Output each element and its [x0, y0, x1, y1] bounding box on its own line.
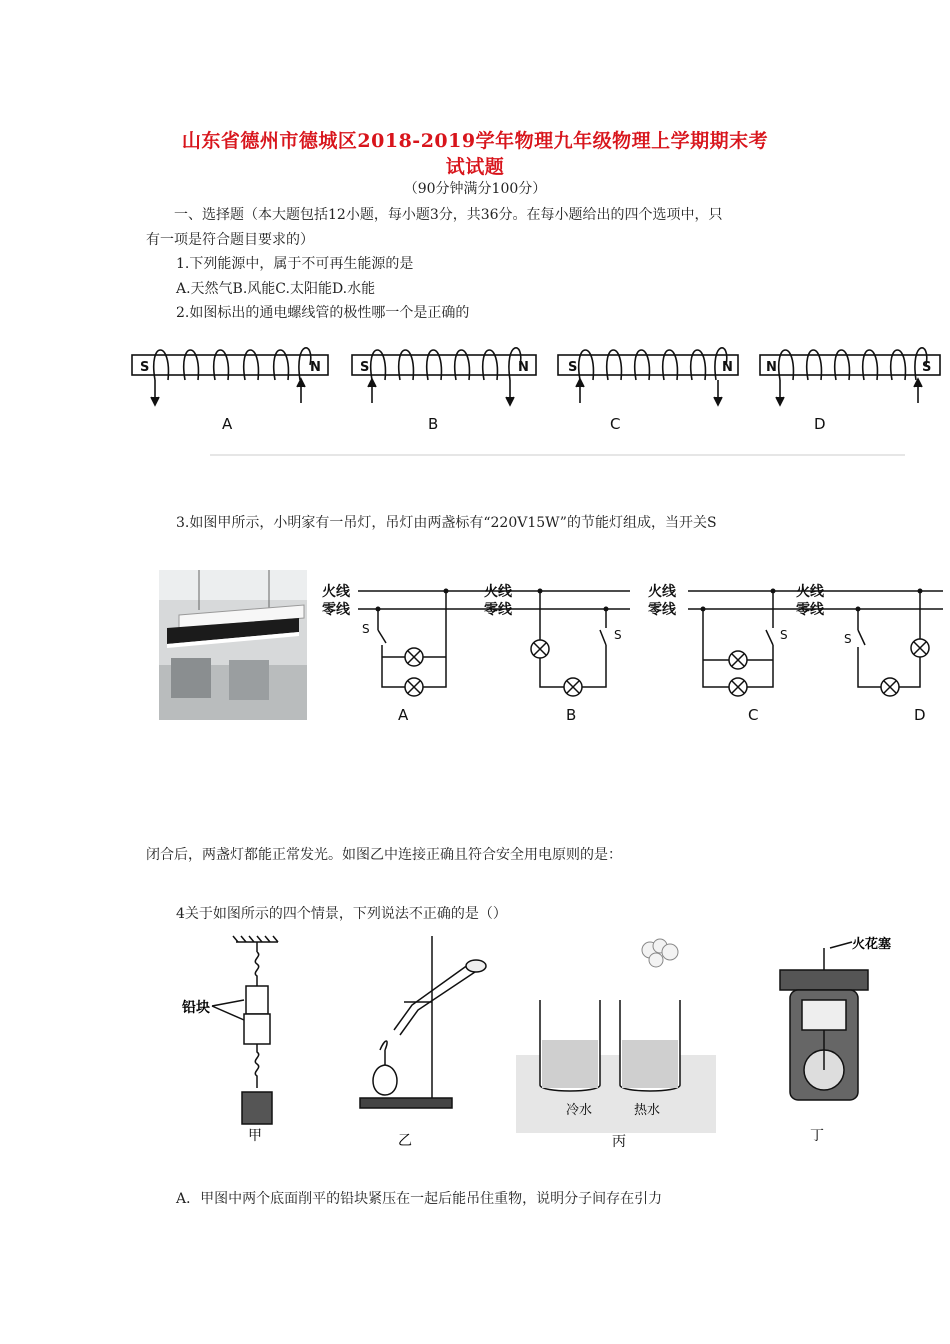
question-1-stem: 1.下列能源中，属于不可再生能源的是: [176, 256, 414, 272]
neutral-wire-label-2: 零线: [484, 602, 512, 618]
document-title-line1: 山东省德州市德城区2018-2019学年物理九年级物理上学期期末考: [181, 130, 769, 152]
switch-label-b: S: [614, 628, 622, 642]
solenoid-c-left-pole: S: [568, 360, 578, 375]
solenoid-label-a: A: [222, 415, 233, 433]
figure-label-ding: 丁: [810, 1128, 824, 1144]
figure-label-jia: 甲: [248, 1128, 262, 1144]
solenoid-b-left-pole: S: [360, 360, 370, 375]
switch-label-a: S: [362, 622, 370, 636]
hot-water-label: 热水: [634, 1103, 661, 1118]
lead-block-label: 铅块: [182, 1000, 210, 1016]
question-3-continuation: 闭合后，两盏灯都能正常发光。如图乙中连接正确且符合安全用电原则的是：: [146, 847, 622, 863]
live-wire-label-1: 火线: [322, 584, 350, 600]
live-wire-label-2: 火线: [484, 584, 512, 600]
circuit-label-d: D: [914, 706, 926, 724]
solenoid-label-c: C: [610, 415, 621, 433]
section-intro-line2: 有一项是符合题目要求的）: [146, 232, 314, 248]
live-wire-label-3: 火线: [648, 584, 676, 600]
neutral-wire-label-4: 零线: [796, 602, 824, 618]
solenoid-c-right-pole: N: [722, 360, 733, 375]
solenoid-b-right-pole: N: [518, 360, 529, 375]
live-wire-label-4: 火线: [796, 584, 824, 600]
cold-water-label: 冷水: [566, 1103, 593, 1118]
solenoid-label-d: D: [814, 415, 826, 433]
circuit-label-b: B: [566, 706, 577, 724]
question-3-stem: 3.如图甲所示，小明家有一吊灯，吊灯由两盏标有“220V15W”的节能灯组成，当开关S: [176, 515, 717, 531]
exam-subtitle: （90分钟满分100分）: [403, 181, 547, 197]
circuit-label-a: A: [398, 706, 409, 724]
neutral-wire-label-3: 零线: [648, 602, 676, 618]
question-4-option-a: A．甲图中两个底面削平的铅块紧压在一起后能吊住重物，说明分子间存在引力: [176, 1191, 663, 1207]
question-2-stem: 2.如图标出的通电螺线管的极性哪一个是正确的: [176, 305, 470, 321]
pendant-lamp-photo: [159, 570, 307, 720]
solenoid-a-left-pole: S: [140, 360, 150, 375]
spark-plug-label: 火花塞: [852, 937, 892, 952]
solenoid-d-left-pole: N: [766, 360, 777, 375]
solenoid-figure: [110, 335, 950, 460]
solenoid-d-right-pole: S: [922, 360, 932, 375]
switch-label-d: S: [844, 632, 852, 646]
question-1-options: A.天然气B.风能C.太阳能D.水能: [176, 281, 376, 297]
solenoid-label-b: B: [428, 415, 439, 433]
four-scenarios-figure: [180, 930, 900, 1155]
circuit-label-c: C: [748, 706, 759, 724]
figure-label-yi: 乙: [398, 1133, 412, 1149]
question-4-stem: 4关于如图所示的四个情景，下列说法不正确的是（）: [176, 906, 507, 922]
figure-label-bing: 丙: [612, 1134, 626, 1150]
section-intro-line1: 一、选择题（本大题包括12小题，每小题3分，共36分。在每小题给出的四个选项中，只: [174, 207, 723, 223]
circuit-diagrams: [318, 575, 948, 730]
solenoid-a-right-pole: N: [310, 360, 321, 375]
neutral-wire-label-1: 零线: [322, 602, 350, 618]
switch-label-c: S: [780, 628, 788, 642]
document-title-line2: 试试题: [445, 156, 505, 178]
